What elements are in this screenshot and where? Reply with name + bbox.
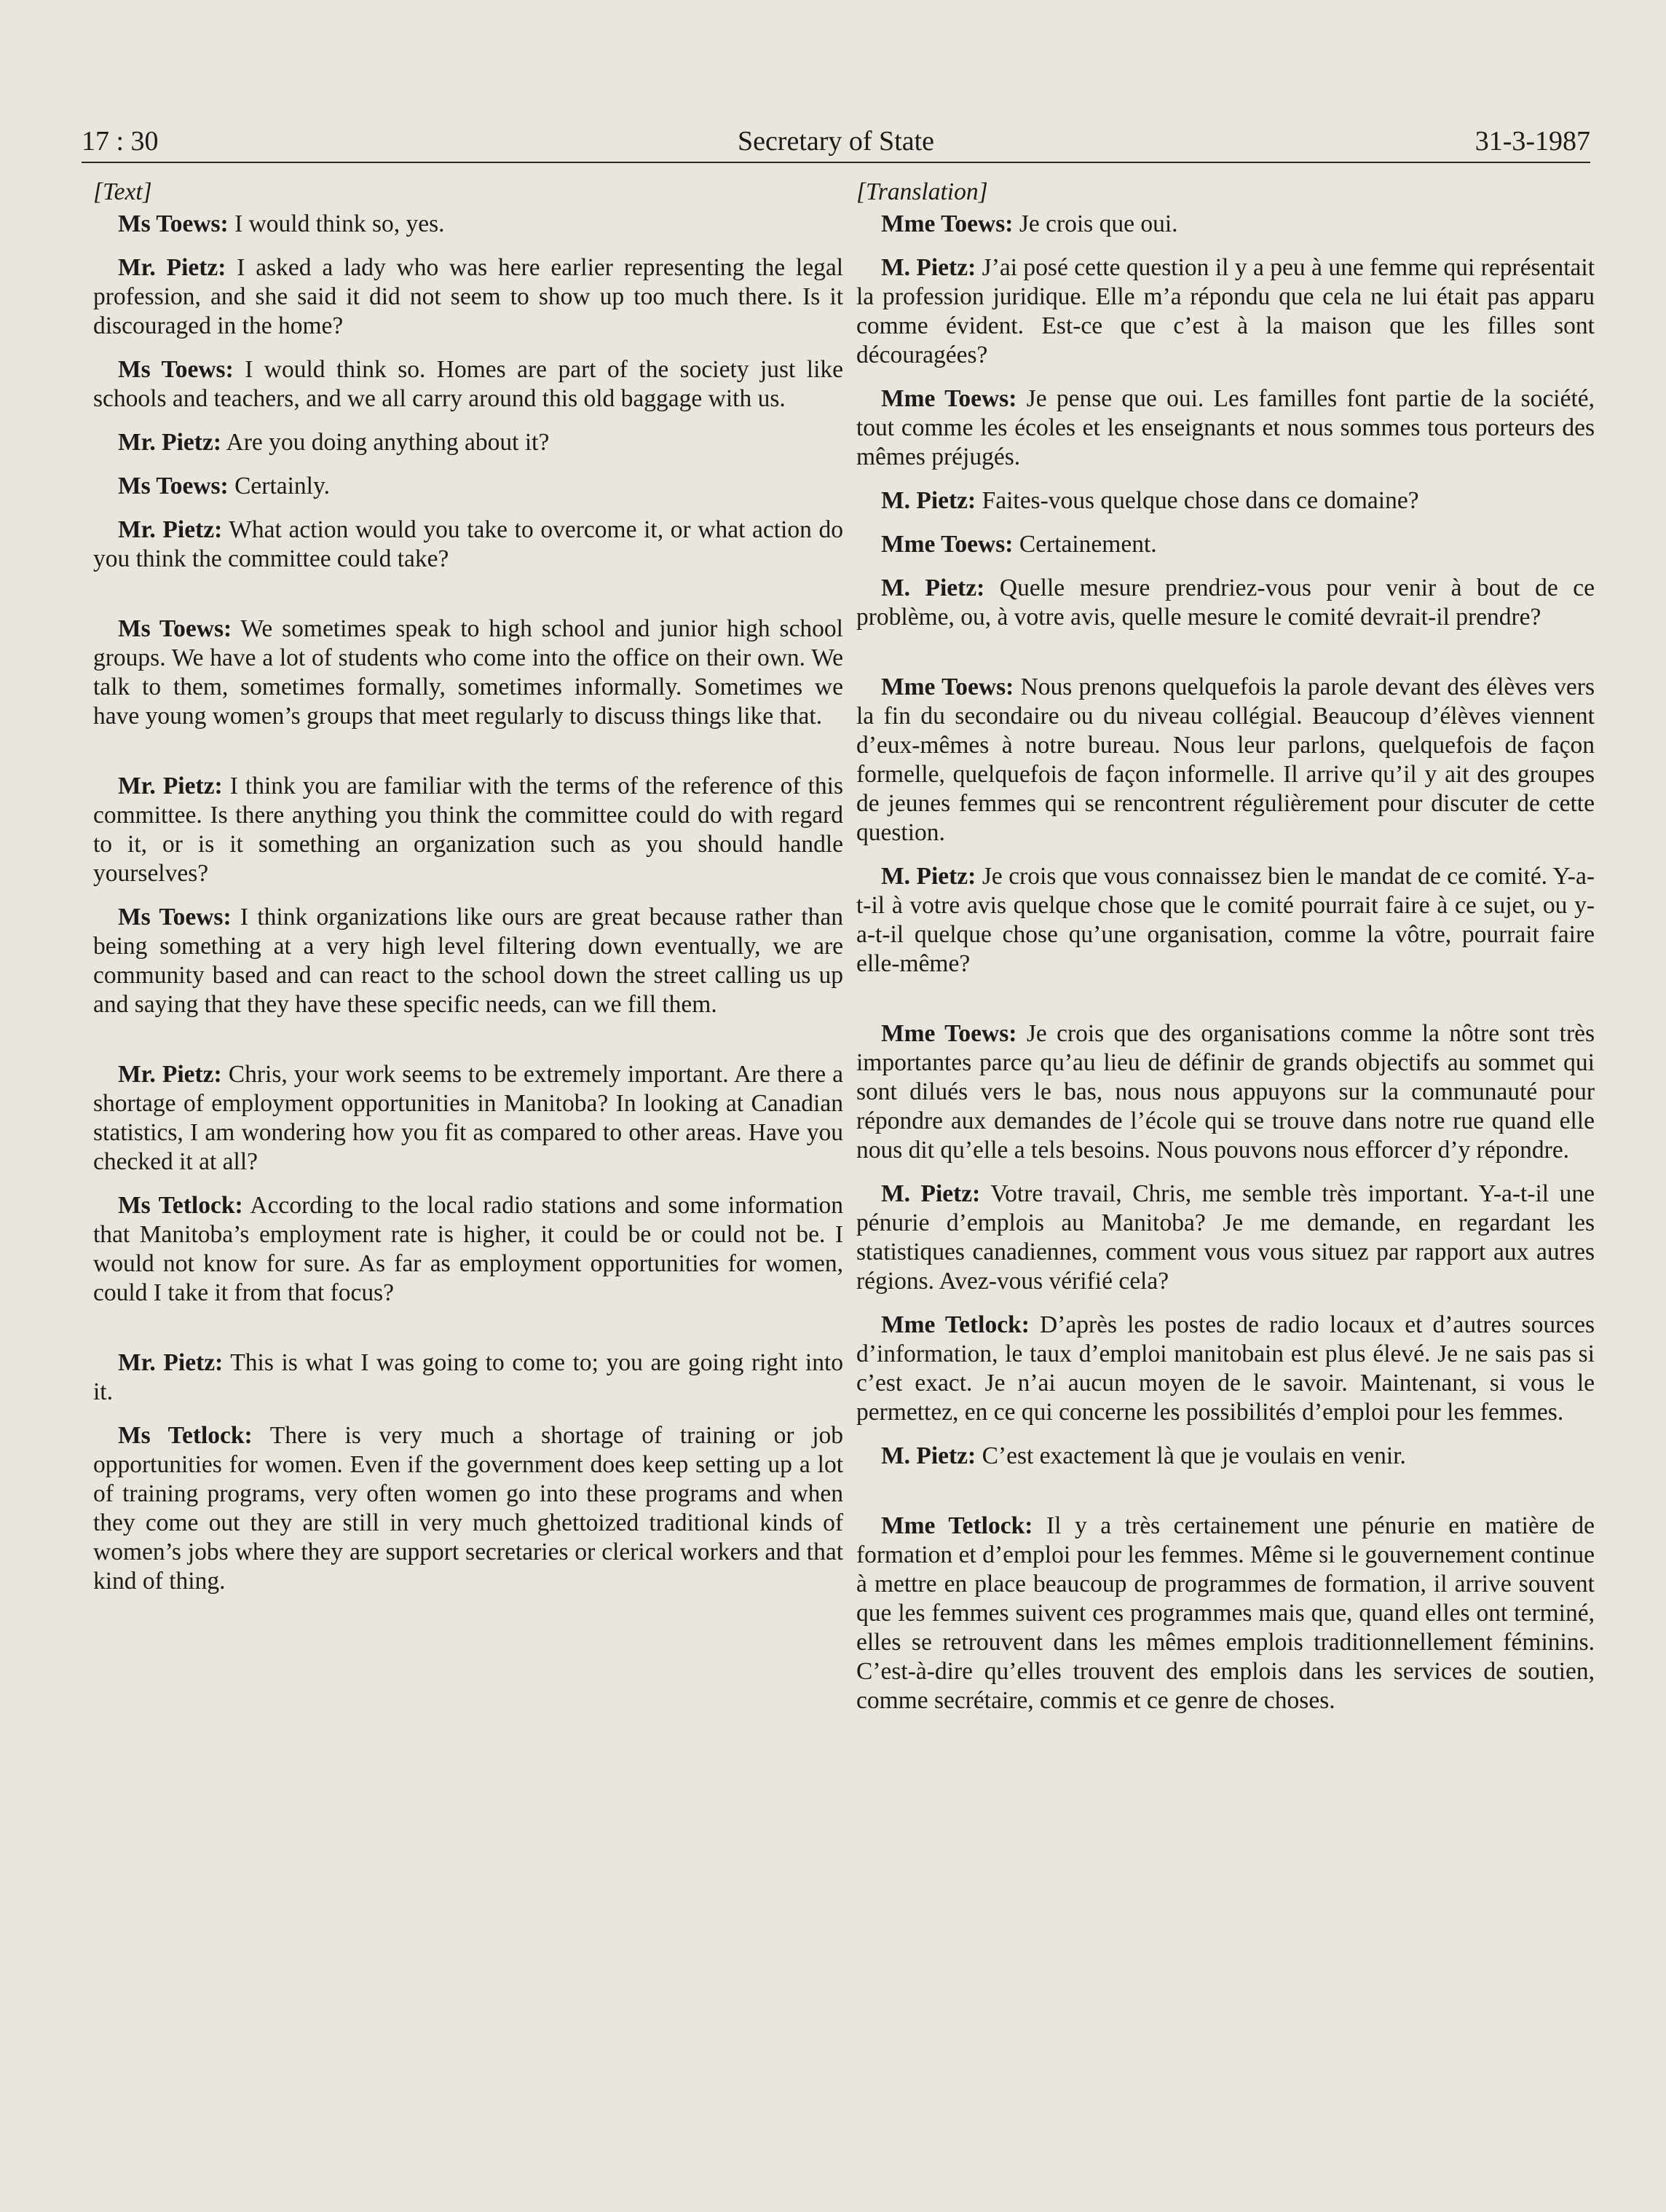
speaker-name: Mme Tetlock: — [881, 1512, 1033, 1539]
speaker-name: Ms Toews: — [118, 615, 232, 642]
speech-text: Quelle mesure prendriez-vous pour venir à bout de ce problème, ou, à votre avis, quelle mesure le comité devrait-il prendre? — [856, 574, 1595, 631]
speech-text: Je crois que oui. — [1019, 210, 1178, 237]
speech-paragraph — [93, 210, 843, 239]
page-header — [82, 116, 1590, 163]
speech-paragraph — [856, 1180, 1595, 1296]
speech-text: Are you doing anything about it? — [226, 429, 550, 456]
speech-text: Certainly. — [234, 473, 330, 499]
speech-paragraph — [856, 1311, 1595, 1427]
speaker-name: Mr. Pietz: — [118, 516, 223, 543]
speech-paragraph — [856, 486, 1595, 516]
speech-text: Je crois que vous connaissez bien le mandat de ce comité. Y-a-t-il à votre avis quelque chose que le comité pourrait faire à ce sujet, ou y-a-t-il quelque chose qu’une organisation, comme la vôtre, pourrait faire elle-même? — [856, 863, 1595, 977]
speaker-name: Ms Tetlock: — [118, 1192, 243, 1219]
speaker-name: Mr. Pietz: — [118, 1349, 224, 1376]
speech-text: Je pense que oui. Les familles font partie de la société, tout comme les écoles et les enseignants et nous sommes tous porteurs des mêmes préjugés. — [856, 385, 1595, 470]
running-title: Secretary of State — [737, 126, 935, 157]
speech-text: Il y a très certainement une pénurie en matière de formation et d’emploi pour les femmes. Même si le gouvernement continue à mettre en place beaucoup de programmes de formation, il arrive souvent que les femmes suivent ces programmes mais que, quand elles ont terminé, elles se retrouvent dans les mêmes emplois traditionnellement féminins. C’est-à-dire qu’elles trouvent des emplois dans les services de soutien, comme secrétaire, commis et ce genre de choses. — [856, 1512, 1595, 1714]
speech-text: I would think so, yes. — [234, 210, 445, 237]
speech-paragraph — [93, 1348, 843, 1407]
speech-text: D’après les postes de radio locaux et d’autres sources d’information, le taux d’emploi manitobain est plus élevé. Je ne sais pas si c’est exact. Je n’ai aucun moyen de le savoir. Maintenant, si vous le permettez, en ce qui concerne les possibilités d’emploi pour les femmes. — [856, 1311, 1595, 1426]
speech-paragraph — [93, 516, 843, 574]
speech-text: I would think so. Homes are part of the society just like schools and teachers, and we all carry around this old baggage with us. — [93, 356, 844, 412]
speech-paragraph — [856, 673, 1595, 848]
speaker-name: Ms Toews: — [118, 473, 229, 499]
speech-text: I asked a lady who was here earlier representing the legal profession, and she said it did not seem to show up too much there. Is it discouraged in the home? — [93, 254, 844, 339]
speaker-name: M. Pietz: — [881, 574, 985, 601]
speech-text: According to the local radio stations and some information that Manitoba’s employment rate is higher, it could be or could not be. I would not know for sure. As far as employment opportunities for women, could I take it from that focus? — [93, 1192, 844, 1306]
speech-text: Chris, your work seems to be extremely important. Are there a shortage of employment opportunities in Manitoba? In looking at Canadian statistics, I am wondering how you fit as compared to other areas. Have you checked it at all? — [93, 1061, 844, 1175]
speech-paragraph — [856, 530, 1595, 559]
speech-paragraph — [856, 210, 1595, 239]
speech-text: What action would you take to overcome it, or what action do you think the committee could take? — [93, 516, 844, 572]
speaker-name: Mme Tetlock: — [881, 1311, 1030, 1338]
speaker-name: Ms Toews: — [118, 210, 229, 237]
speech-paragraph — [856, 1019, 1595, 1165]
english-column — [93, 178, 843, 2144]
speaker-name: M. Pietz: — [881, 254, 976, 281]
speaker-name: Mme Toews: — [881, 1020, 1017, 1047]
speech-text: I think you are familiar with the terms of the reference of this committee. Is there anything you think the committee could do with regard to it, or is it something an organization such as you should handle yourselves? — [93, 773, 844, 887]
speech-text: Faites-vous quelque chose dans ce domaine? — [982, 487, 1419, 514]
speaker-name: Mr. Pietz: — [118, 773, 223, 799]
speech-paragraph — [93, 355, 843, 414]
speaker-name: Mme Toews: — [881, 385, 1017, 412]
speech-paragraph — [856, 253, 1595, 370]
speaker-name: Ms Toews: — [118, 904, 232, 931]
speech-text: Je crois que des organisations comme la nôtre sont très importantes parce qu’au lieu de définir de grands objectifs au sommet qui sont dilués vers le bas, nous nous appuyons sur la communauté pour répondre aux demandes de l’école qui se trouve dans notre rue quand elle nous dit qu’elle a tels besoins. Nous pouvons nous efforcer d’y répondre. — [856, 1020, 1595, 1164]
speech-paragraph — [856, 862, 1595, 979]
speaker-name: Ms Toews: — [118, 356, 234, 383]
speaker-name: Mme Toews: — [881, 674, 1014, 700]
speech-text: This is what I was going to come to; you are going right into it. — [93, 1349, 843, 1405]
page-date: 31-3-1987 — [1474, 126, 1590, 157]
speaker-name: M. Pietz: — [881, 487, 976, 514]
french-column — [856, 178, 1595, 2144]
speaker-name: Mr. Pietz: — [118, 429, 221, 456]
language-label-text: [Text] — [93, 178, 152, 205]
speech-text: J’ai posé cette question il y a peu à une femme qui représentait la profession juridique. Elle m’a répondu que cela ne lui était pas apparu comme évident. Est-ce que c’est à la maison que les filles sont découragées? — [856, 254, 1595, 368]
language-label-translation: [Translation] — [856, 178, 988, 205]
speaker-name: Ms Tetlock: — [118, 1422, 253, 1449]
speech-paragraph — [856, 1442, 1595, 1471]
speech-paragraph — [93, 772, 843, 888]
speech-text: There is very much a shortage of training or job opportunities for women. Even if the government does keep setting up a lot of training programs, very often women go into these programs and when they come out they are still in very much ghettoized traditional kinds of women’s jobs where they are support secretaries or clerical workers and that kind of thing. — [93, 1422, 843, 1595]
speech-text: I think organizations like ours are great because rather than being something at a very high level filtering down eventually, we are community based and can react to the school down the street calling us up and saying that they have these specific needs, can we fill them. — [93, 904, 844, 1018]
speech-paragraph — [856, 384, 1595, 472]
speaker-name: Mr. Pietz: — [118, 254, 226, 281]
speech-paragraph — [93, 428, 843, 457]
speaker-name: M. Pietz: — [881, 1442, 976, 1469]
speaker-name: M. Pietz: — [881, 863, 976, 890]
speech-paragraph — [93, 1060, 843, 1177]
speech-paragraph — [856, 574, 1595, 632]
speech-text: Certainement. — [1019, 531, 1157, 558]
speech-paragraph — [93, 472, 843, 501]
speaker-name: M. Pietz: — [881, 1180, 981, 1207]
speech-text: Nous prenons quelquefois la parole devant des élèves vers la fin du secondaire ou du niveau collégial. Beaucoup d’élèves viennent d’eux-mêmes à notre bureau. Nous leur parlons, quelquefois de façon formelle, quelquefois de façon informelle. Il arrive qu’il y ait des groupes de jeunes femmes qui se rencontrent régulièrement pour discuter de cette question. — [856, 674, 1595, 846]
speech-text: Votre travail, Chris, me semble très important. Y-a-t-il une pénurie d’emplois au Manitoba? Je me demande, en regardant les statistiques canadiennes, comment vous vous situez par rapport aux autres régions. Avez-vous vérifié cela? — [856, 1180, 1595, 1295]
speech-text: C’est exactement là que je voulais en venir. — [982, 1442, 1406, 1469]
speech-text: We sometimes speak to high school and junior high school groups. We have a lot of students who come into the office on their own. We talk to them, sometimes formally, sometimes informally. Sometimes we have young women’s groups that meet regularly to discuss things like that. — [93, 615, 843, 730]
speaker-name: Mr. Pietz: — [118, 1061, 222, 1088]
speech-paragraph — [93, 253, 843, 341]
page-number: 17 : 30 — [82, 126, 159, 157]
speech-paragraph — [856, 1512, 1595, 1715]
speech-paragraph — [93, 1191, 843, 1308]
speech-paragraph — [93, 903, 843, 1019]
speaker-name: Mme Toews: — [881, 210, 1014, 237]
speech-paragraph — [93, 615, 843, 731]
speech-paragraph — [93, 1421, 843, 1596]
speaker-name: Mme Toews: — [881, 531, 1014, 558]
